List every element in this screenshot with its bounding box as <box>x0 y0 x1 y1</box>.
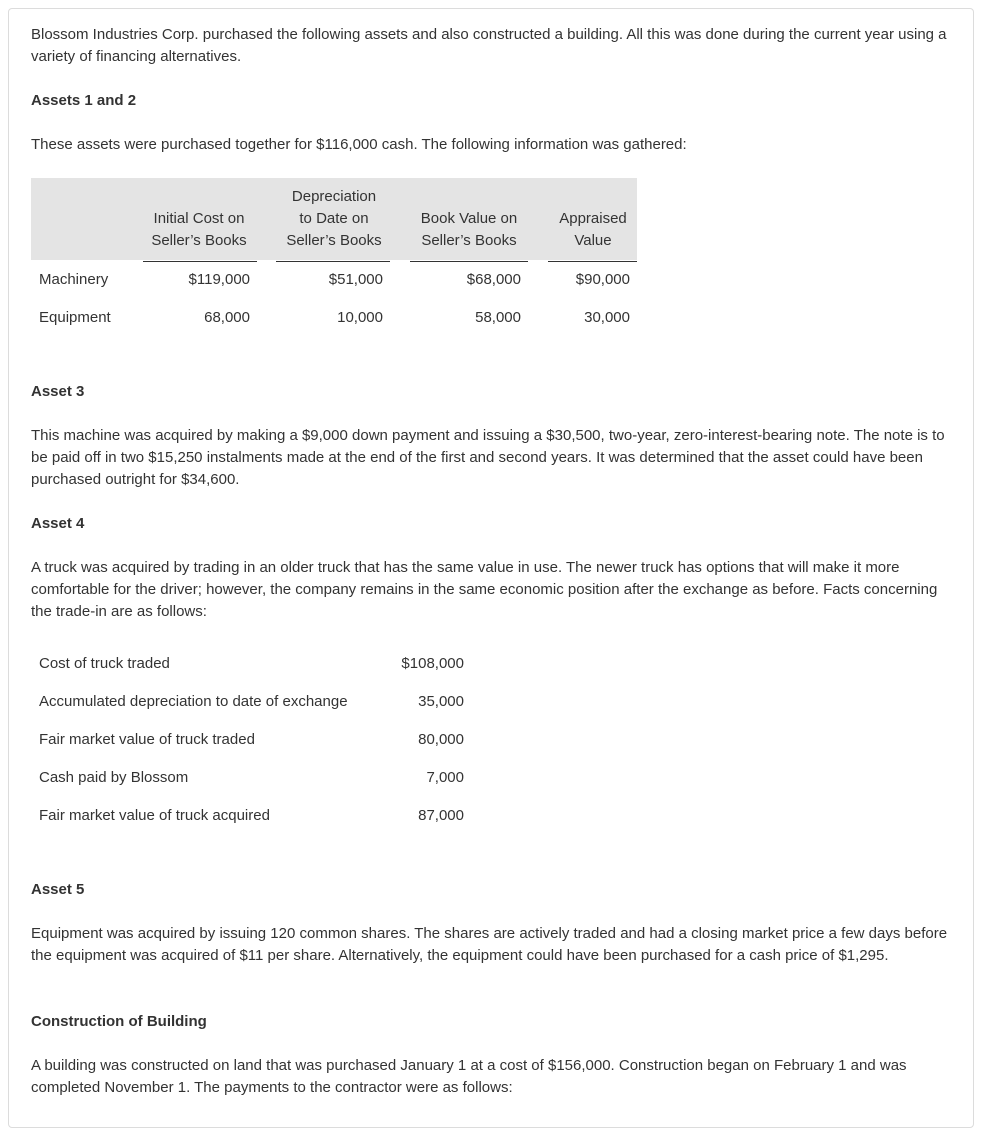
fact-value: 7,000 <box>426 769 464 786</box>
asset4-heading: Asset 4 <box>31 515 85 532</box>
fact-label: Cost of truck traded <box>39 655 170 672</box>
fact-value: 87,000 <box>418 807 464 824</box>
asset3-text: This machine was acquired by making a $9,000 down payment and issuing a $30,500, two-year, zero-interest-bearing note. The note is to be paid off in two $15,250 instalments made at the end of the first and second years. It was determined that the asset could have been purchased outright for $34,600. <box>31 427 945 488</box>
row-label-equipment: Equipment <box>39 309 111 326</box>
header-depreciation: Depreciation to Date on Seller’s Books <box>286 188 382 249</box>
fact-value: $108,000 <box>401 655 464 672</box>
fact-label: Fair market value of truck traded <box>39 731 255 748</box>
asset5-text: Equipment was acquired by issuing 120 common shares. The shares are actively traded and had a closing market price a few days before the equipment was acquired of $11 per share. Alternatively, the equipment could have been purchased for a cash price of $1,295. <box>31 925 948 964</box>
asset4-text: A truck was acquired by trading in an older truck that has the same value in use. The newer truck has options that will make it more comfortable for the driver; however, the company remains in the same economic position after the exchange as before. Facts concerning the trade-in are as follows: <box>31 559 938 620</box>
fact-label: Accumulated depreciation to date of exchange <box>39 693 348 710</box>
header-initial-cost: Initial Cost on Seller’s Books <box>151 210 247 249</box>
header-book-value: Book Value on Seller’s Books <box>420 210 518 249</box>
header-underline <box>143 261 257 262</box>
cell-appraised: $90,000 <box>575 271 630 288</box>
header-underline <box>410 261 528 262</box>
asset5-heading: Asset 5 <box>31 881 85 898</box>
cell-appraised: 30,000 <box>584 309 630 326</box>
cell-initial-cost: $119,000 <box>188 271 250 288</box>
asset12-text: These assets were purchased together for $116,000 cash. The following information was gathered: <box>31 136 687 153</box>
intro-text: Blossom Industries Corp. purchased the following assets and also constructed a building. All this was done during the current year using a variety of financing alternatives. <box>31 26 947 65</box>
building-text: A building was constructed on land that was purchased January 1 at a cost of $156,000. Construction began on February 1 and was completed November 1. The payments to the contractor were as follows: <box>31 1057 907 1096</box>
asset3-heading: Asset 3 <box>31 383 85 400</box>
fact-label: Cash paid by Blossom <box>39 769 189 786</box>
cell-initial-cost: 68,000 <box>204 309 250 326</box>
header-underline <box>548 261 637 262</box>
row-label-machinery: Machinery <box>39 271 109 288</box>
cell-book-value: $68,000 <box>466 271 521 288</box>
fact-value: 80,000 <box>418 731 464 748</box>
fact-value: 35,000 <box>418 693 464 710</box>
cell-depreciation: $51,000 <box>328 271 383 288</box>
fact-label: Fair market value of truck acquired <box>39 807 270 824</box>
asset12-heading: Assets 1 and 2 <box>31 92 137 109</box>
header-appraised: Appraised Value <box>559 210 627 249</box>
cell-depreciation: 10,000 <box>337 309 383 326</box>
cell-book-value: 58,000 <box>475 309 521 326</box>
header-underline <box>276 261 390 262</box>
building-heading: Construction of Building <box>31 1013 207 1030</box>
